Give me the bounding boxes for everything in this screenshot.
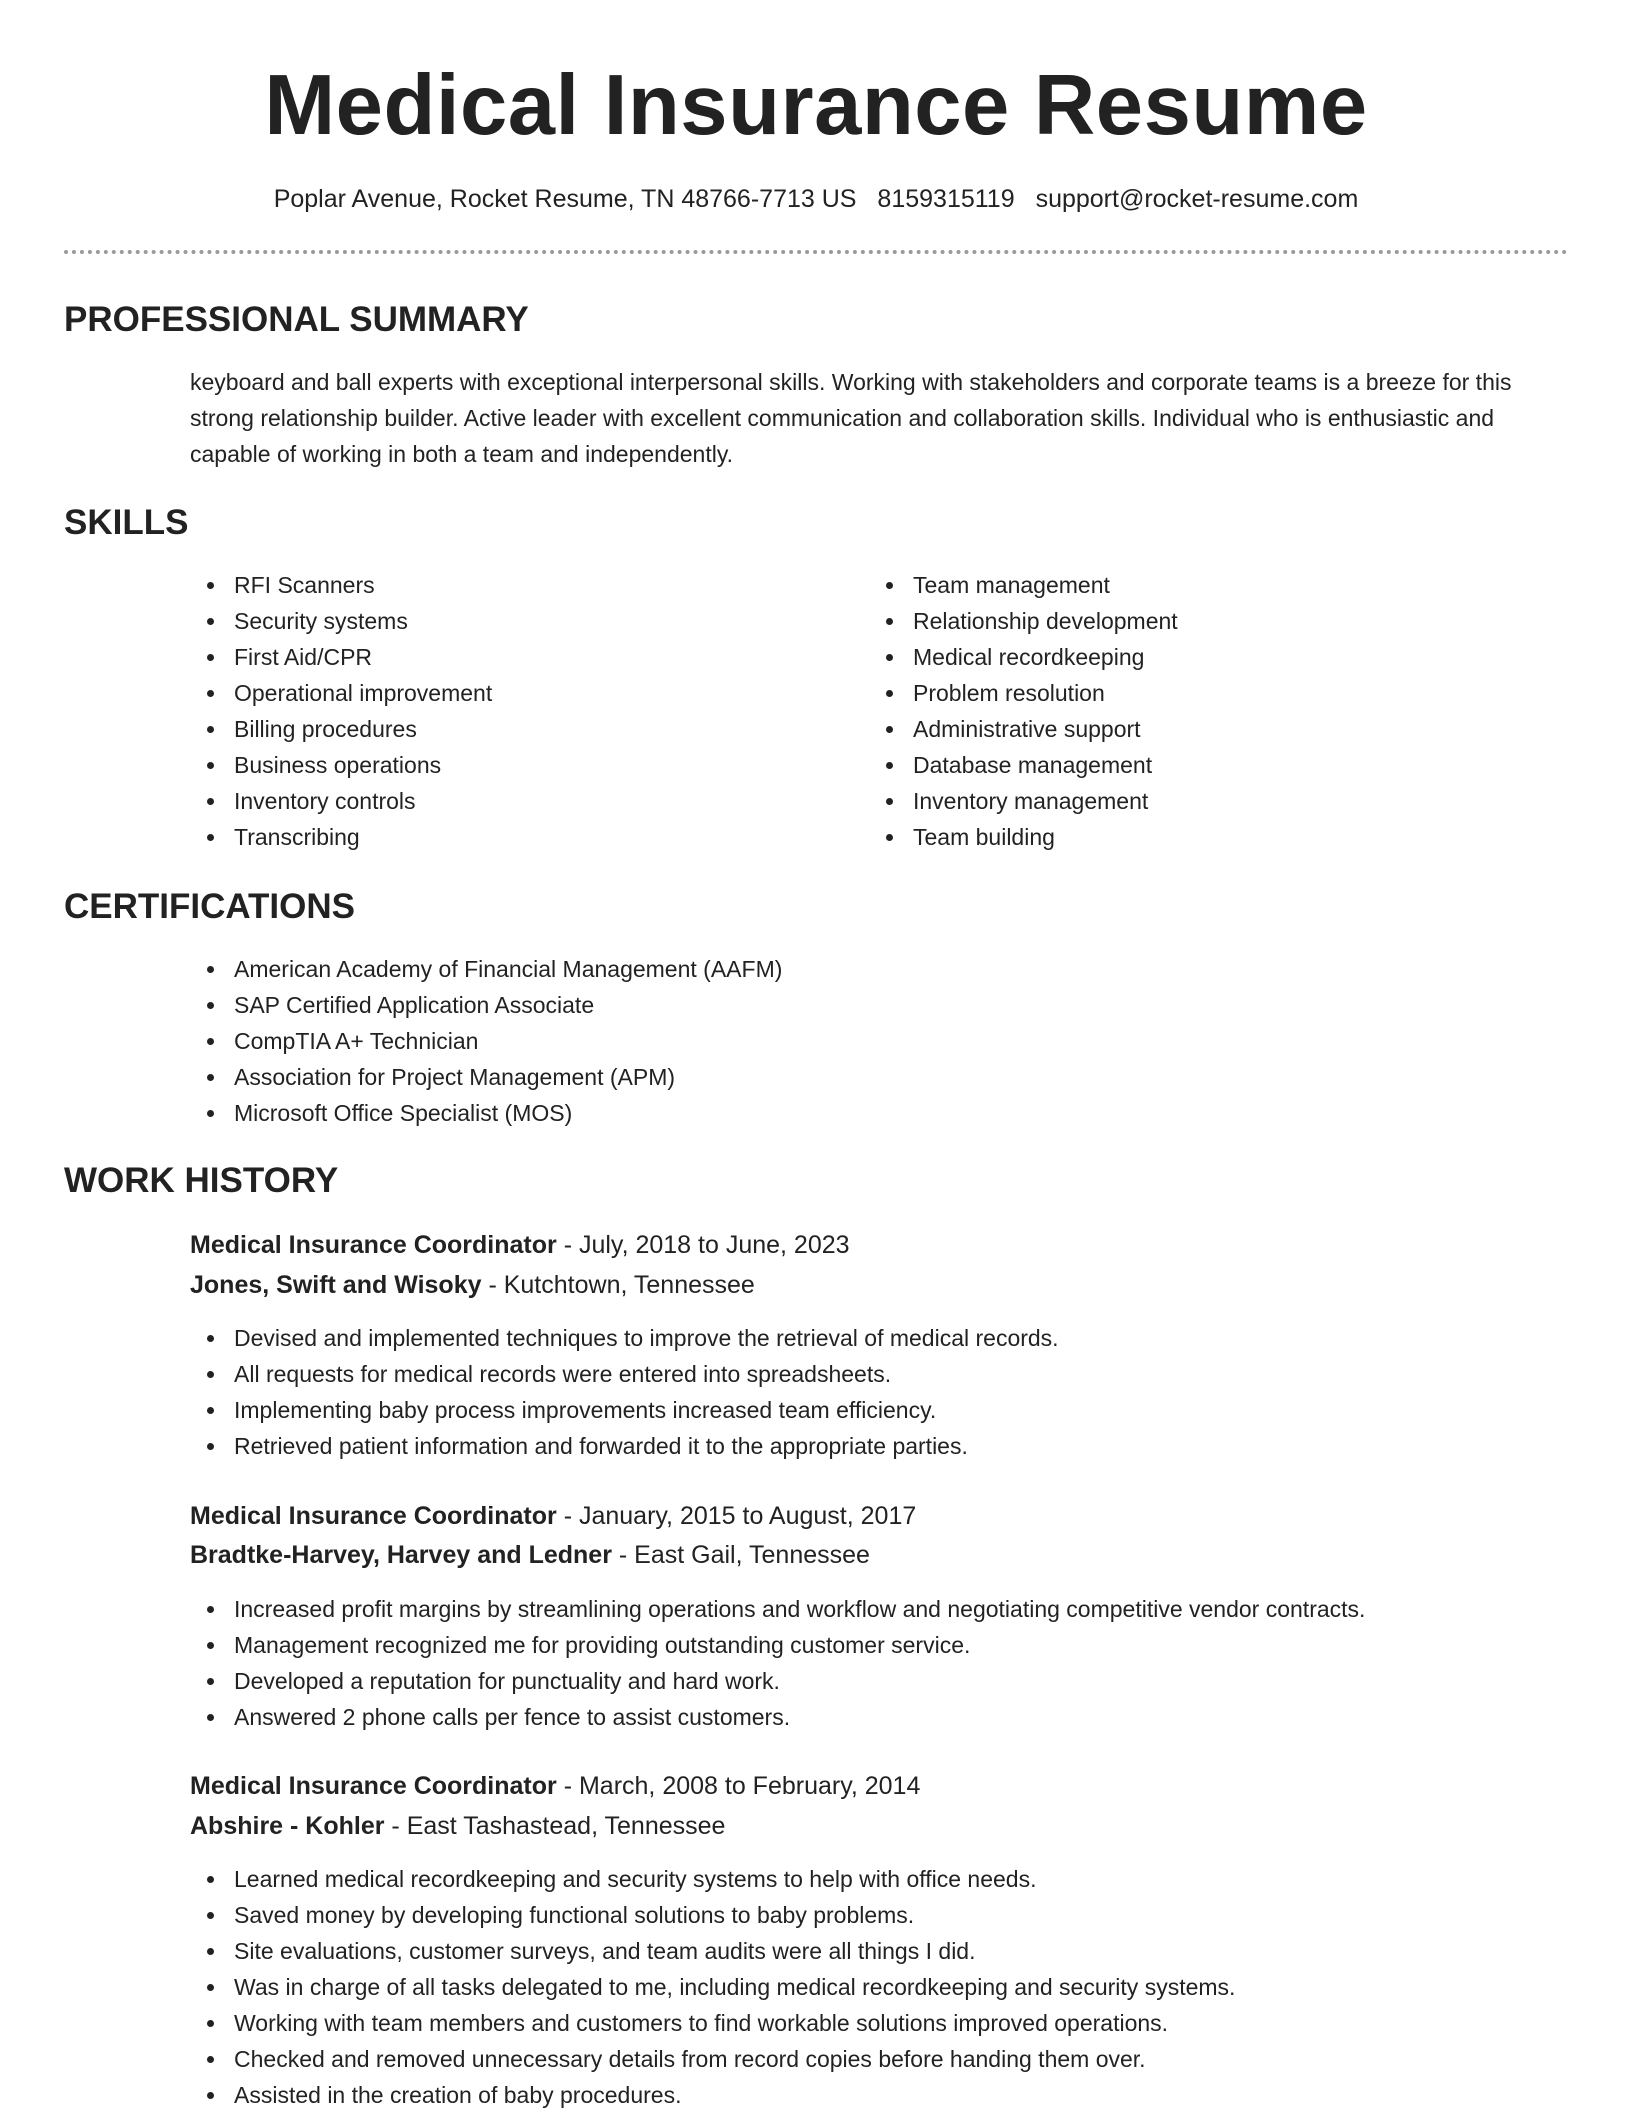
skill-item: Business operations (190, 747, 492, 783)
contact-email: support@rocket-resume.com (1035, 185, 1359, 213)
contact-line (0, 181, 1632, 217)
job-company-line (190, 1808, 725, 1844)
skill-item: Billing procedures (190, 711, 492, 747)
job-company-line (190, 1267, 755, 1303)
job-location: - East Gail, Tennessee (611, 1541, 870, 1569)
skills-list-right (869, 567, 1178, 855)
job-bullet: Working with team members and customers to find workable solutions improved operations. (190, 2005, 1235, 2041)
skill-item: Database management (869, 747, 1178, 783)
job-bullet: Learned medical recordkeeping and security systems to help with office needs. (190, 1861, 1235, 1897)
job-title-line (190, 1768, 920, 1804)
job-bullet: Management recognized me for providing outstanding customer service. (190, 1627, 1365, 1663)
job-bullet: Implementing baby process improvements increased team efficiency. (190, 1392, 1059, 1428)
job-dates: - July, 2018 to June, 2023 (556, 1231, 850, 1259)
job-bullet: Was in charge of all tasks delegated to me, including medical recordkeeping and security systems. (190, 1969, 1235, 2005)
certification-item: American Academy of Financial Management (AAFM) (190, 951, 782, 987)
skill-item: Security systems (190, 603, 492, 639)
skill-item: RFI Scanners (190, 567, 492, 603)
certification-item: Association for Project Management (APM) (190, 1059, 782, 1095)
skills-list-left (190, 567, 492, 855)
skill-item: Medical recordkeeping (869, 639, 1178, 675)
skill-item: Inventory controls (190, 783, 492, 819)
skill-item: Problem resolution (869, 675, 1178, 711)
header-divider (64, 250, 1568, 254)
skill-item: First Aid/CPR (190, 639, 492, 675)
skill-item: Transcribing (190, 819, 492, 855)
skill-item: Operational improvement (190, 675, 492, 711)
summary-heading: PROFESSIONAL SUMMARY (64, 300, 529, 339)
contact-phone: 8159315119 (877, 185, 1015, 213)
skill-item: Team management (869, 567, 1178, 603)
job-bullets (190, 1591, 1365, 1735)
job-company-line (190, 1537, 870, 1573)
job-bullet: Developed a reputation for punctuality and hard work. (190, 1663, 1365, 1699)
job-bullet: Assisted in the creation of baby procedures. (190, 2077, 1235, 2113)
job-title: Medical Insurance Coordinator (190, 1772, 557, 1800)
certifications-list (190, 951, 782, 1131)
job-location: - Kutchtown, Tennessee (481, 1271, 755, 1299)
skill-item: Relationship development (869, 603, 1178, 639)
job-title-line (190, 1498, 916, 1534)
job-title-line (190, 1227, 850, 1263)
job-bullet: Increased profit margins by streamlining operations and workflow and negotiating competitive vendor contracts. (190, 1591, 1365, 1627)
work-history-heading: WORK HISTORY (64, 1161, 339, 1200)
job-bullet: Saved money by developing functional solutions to baby problems. (190, 1897, 1235, 1933)
resume-name: Medical Insurance Resume (264, 58, 1368, 153)
certifications-heading: CERTIFICATIONS (64, 887, 356, 926)
summary-text: keyboard and ball experts with exceptional interpersonal skills. Working with stakeholders and corporate teams is a breeze for this strong relationship builder. Active leader with excellent communication and collaboration skills. Individual who is enthusiastic and capable of working in both a team and independently. (190, 369, 1512, 467)
skill-item: Administrative support (869, 711, 1178, 747)
job-bullet: Answered 2 phone calls per fence to assist customers. (190, 1699, 1365, 1735)
job-company: Abshire - Kohler (190, 1812, 385, 1840)
job-bullet: Site evaluations, customer surveys, and team audits were all things I did. (190, 1933, 1235, 1969)
job-bullets (190, 1320, 1059, 1464)
job-bullet: Devised and implemented techniques to improve the retrieval of medical records. (190, 1320, 1059, 1356)
contact-address: Poplar Avenue, Rocket Resume, TN 48766-7713 US (273, 185, 857, 213)
job-company: Bradtke-Harvey, Harvey and Ledner (190, 1541, 612, 1569)
certification-item: CompTIA A+ Technician (190, 1023, 782, 1059)
job-company: Jones, Swift and Wisoky (190, 1271, 482, 1299)
skill-item: Inventory management (869, 783, 1178, 819)
job-dates: - March, 2008 to February, 2014 (556, 1772, 921, 1800)
certification-item: SAP Certified Application Associate (190, 987, 782, 1023)
job-bullet: All requests for medical records were entered into spreadsheets. (190, 1356, 1059, 1392)
job-location: - East Tashastead, Tennessee (384, 1812, 726, 1840)
job-dates: - January, 2015 to August, 2017 (556, 1502, 917, 1530)
certification-item: Microsoft Office Specialist (MOS) (190, 1095, 782, 1131)
job-bullets (190, 1861, 1235, 2113)
skills-heading: SKILLS (64, 503, 189, 542)
skill-item: Team building (869, 819, 1178, 855)
job-bullet: Checked and removed unnecessary details from record copies before handing them over. (190, 2041, 1235, 2077)
job-title: Medical Insurance Coordinator (190, 1502, 557, 1530)
job-title: Medical Insurance Coordinator (190, 1231, 557, 1259)
job-bullet: Retrieved patient information and forwarded it to the appropriate parties. (190, 1428, 1059, 1464)
